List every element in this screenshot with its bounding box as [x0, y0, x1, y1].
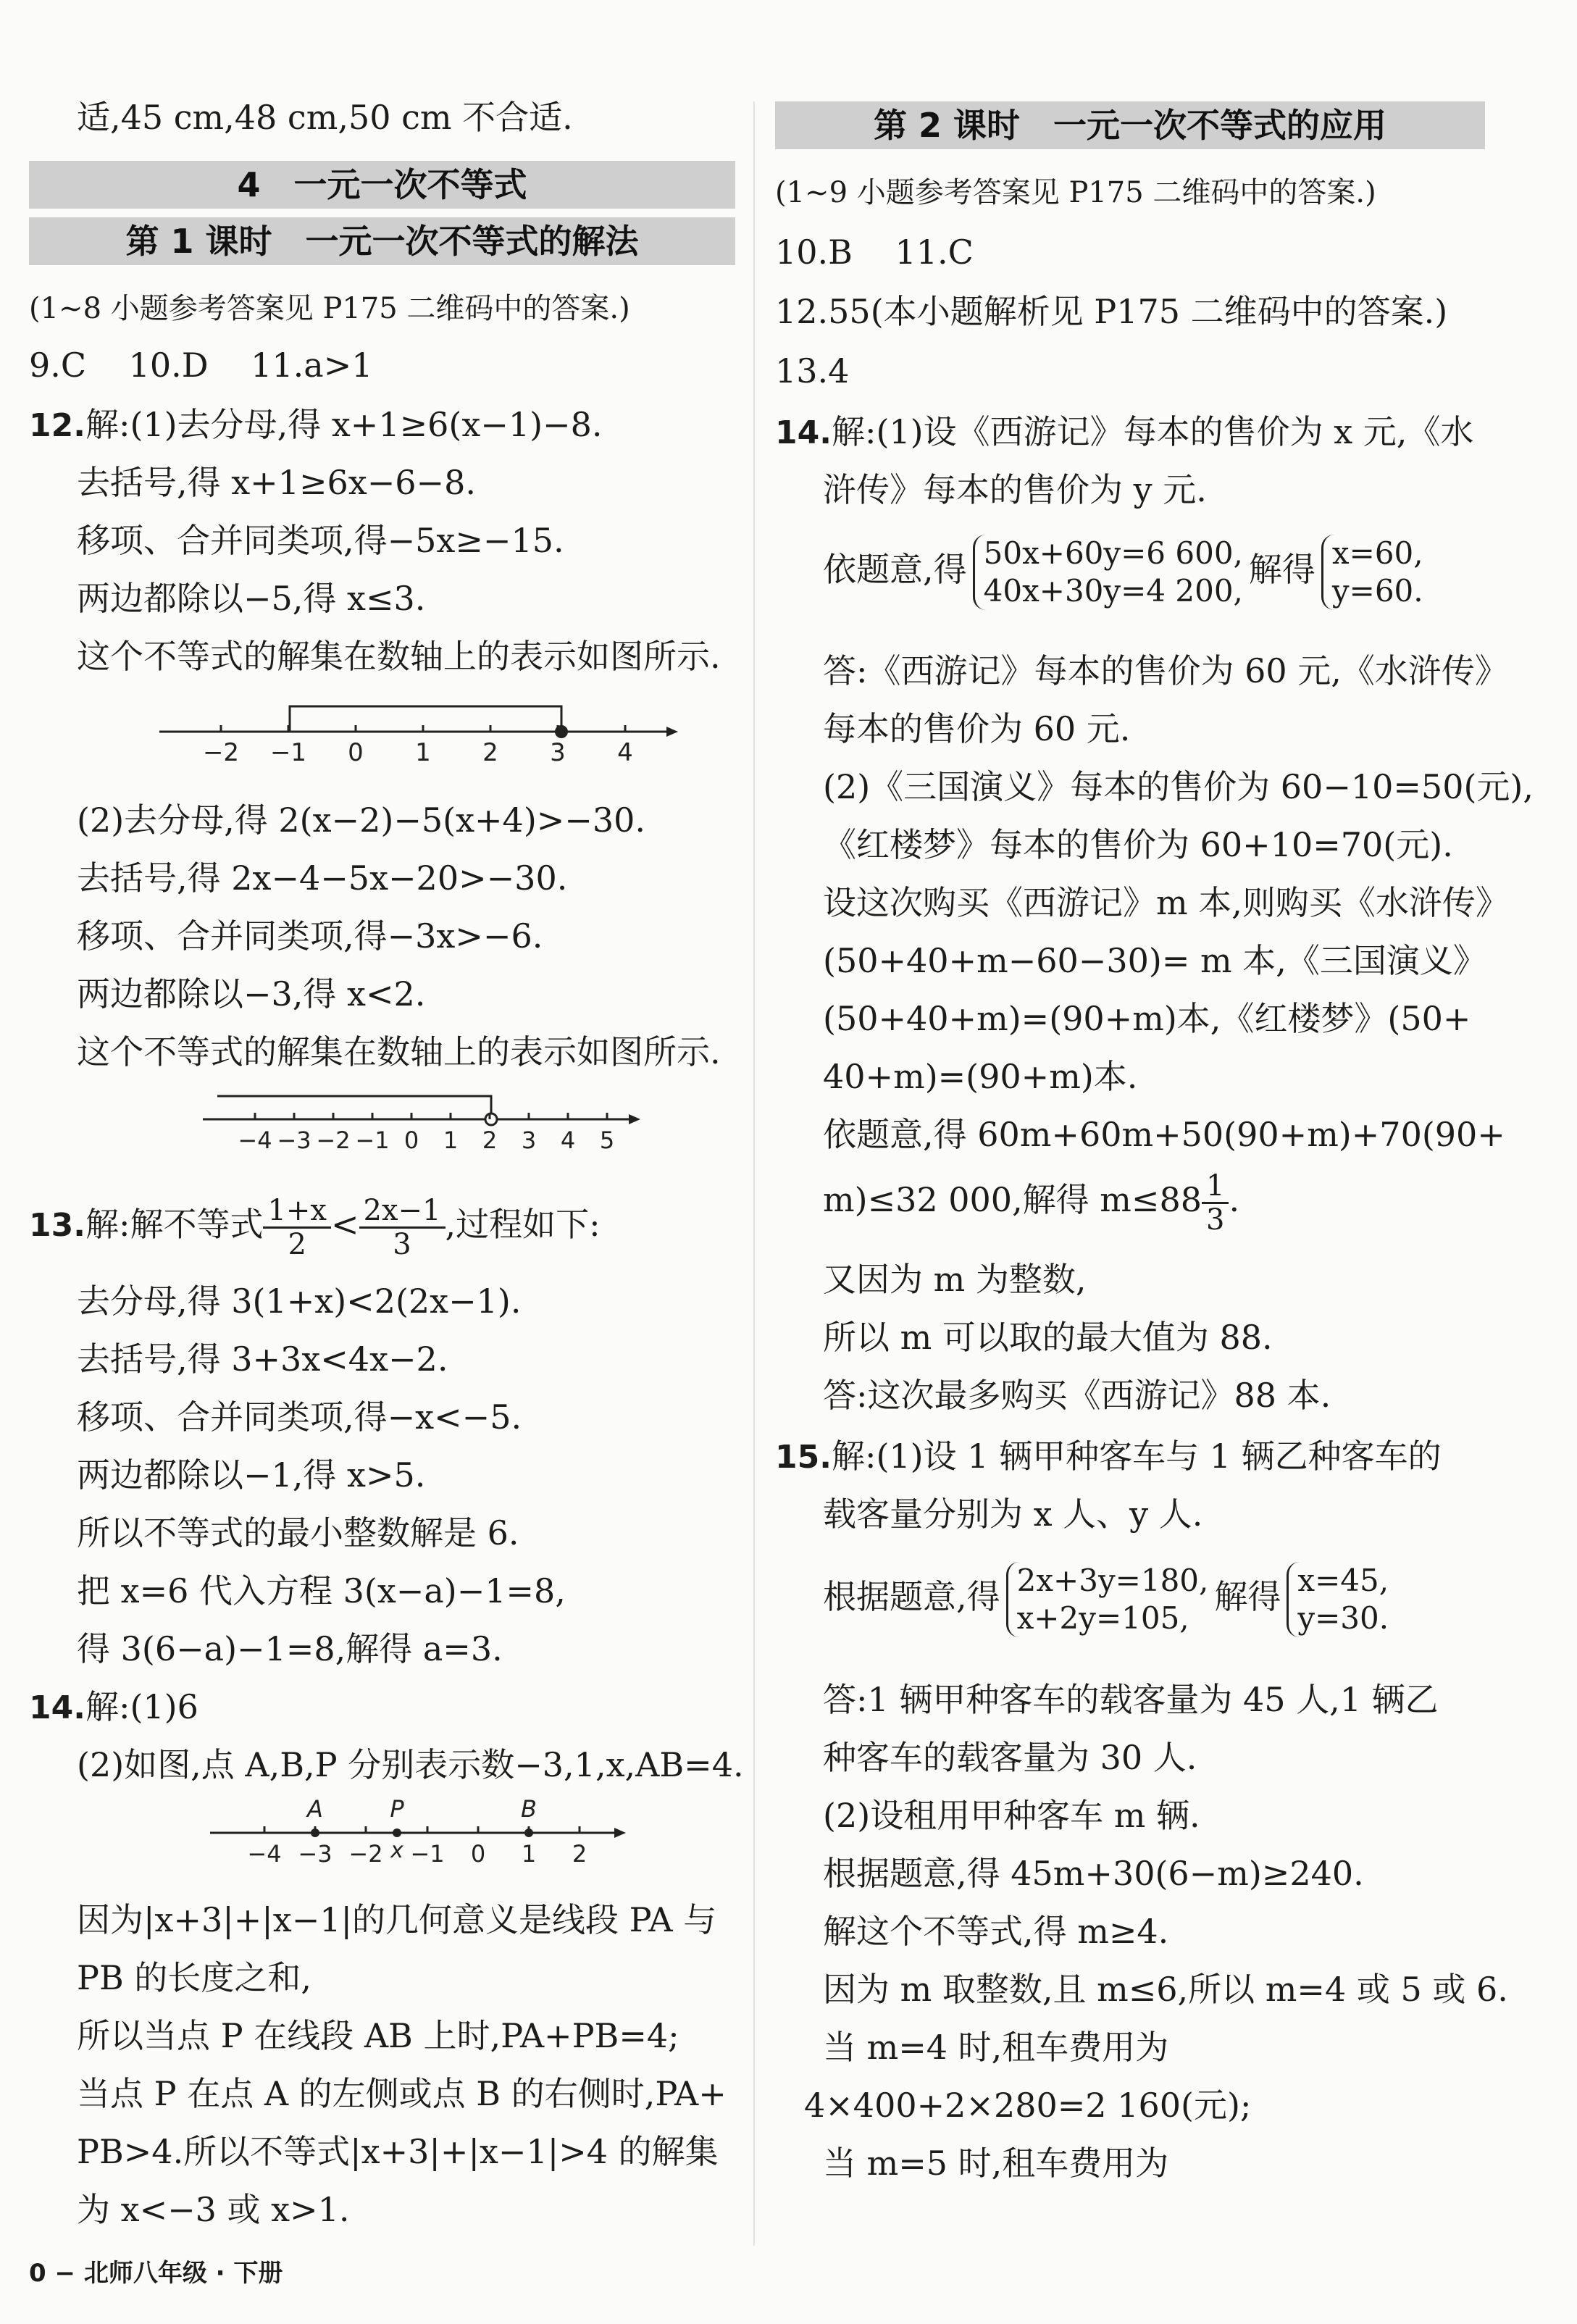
answer-10-right: 10.B: [775, 233, 853, 272]
answer-11-right: 11.C: [895, 233, 974, 272]
answer-11: 11.a>1: [251, 346, 373, 385]
q13-lt: <: [330, 1205, 359, 1244]
axis2-tick-8-label: 4: [560, 1127, 576, 1154]
q15-system-line: [775, 1553, 1394, 1640]
axis1-tick-4-label: 2: [482, 738, 498, 767]
q15-line-11: 当 m=5 时,租车费用为: [823, 2144, 1169, 2183]
number-line-3: [210, 1791, 630, 1871]
q15-sys2-a: x=45,: [1297, 1563, 1389, 1598]
q15-sys-mid: 解得: [1214, 1577, 1281, 1616]
axis3-tick-5-label: 0: [470, 1840, 486, 1868]
axis3-tick-0-label: −4: [247, 1840, 282, 1868]
q14r-line-15: 答:这次最多购买《西游记》88 本.: [823, 1376, 1331, 1415]
answers-9-11: [29, 343, 373, 387]
q14r-line-6: 《红楼梦》每本的售价为 60+10=70(元).: [823, 825, 1453, 864]
q14-line-4: PB 的长度之和,: [77, 1958, 311, 1997]
axis2-tick-6-label: 2: [482, 1127, 498, 1154]
q14r-fraction: [1202, 1170, 1229, 1236]
q13-fraction-1: [263, 1195, 331, 1261]
q15-line-3: 答:1 辆甲种客车的载客量为 45 人,1 辆乙: [823, 1680, 1439, 1719]
q15-sys2-b: y=30.: [1297, 1600, 1389, 1636]
q14r-line-12: [775, 1163, 1239, 1236]
q14-line-6: 当点 P 在点 A 的左侧或点 B 的右侧时,PA+: [77, 2074, 727, 2113]
point-P-dot: [393, 1828, 401, 1837]
q13-text-pre: 解:解不等式: [85, 1205, 264, 1244]
q14r-sys-pre: 依题意,得: [823, 550, 967, 589]
q15-line-1: [775, 1434, 1442, 1479]
q12-line-4: 两边都除以−5,得 x≤3.: [77, 579, 426, 618]
q13-fraction-2: [359, 1195, 446, 1261]
q14r-line-3: 答:《西游记》每本的售价为 60 元,《水浒传》: [823, 651, 1508, 690]
q15-line-6: 根据题意,得 45m+30(6−m)≥240.: [823, 1854, 1364, 1893]
axis1-tick-2-label: 0: [348, 738, 364, 767]
q15-system-2: [1287, 1562, 1389, 1637]
axis2-tick-3-label: −1: [355, 1127, 390, 1154]
q14r-line-2: 浒传》每本的售价为 y 元.: [823, 470, 1207, 509]
axis1-tick-1-label: −1: [269, 738, 307, 767]
q15-system-1: [1006, 1562, 1209, 1637]
q14r-line-10: 40+m)=(90+m)本.: [823, 1057, 1138, 1096]
q14-line-7: PB>4.所以不等式|x+3|+|x−1|>4 的解集: [77, 2132, 719, 2171]
q15-line-10: 4×400+2×280=2 160(元);: [804, 2086, 1252, 2125]
q15-text-1: 解:(1)设 1 辆甲种客车与 1 辆乙种客车的: [831, 1437, 1442, 1476]
q14r-label: 14.: [775, 414, 832, 451]
axis2-tick-9-label: 5: [599, 1127, 615, 1154]
q14r-line-5: (2)《三国演义》每本的售价为 60−10=50(元),: [823, 767, 1534, 806]
axis1-tick-6-label: 4: [617, 738, 633, 767]
q15-line-4: 种客车的载客量为 30 人.: [823, 1738, 1197, 1777]
q12-line-2: 去括号,得 x+1≥6x−6−8.: [77, 463, 476, 502]
axis1-tick-5-label: 3: [550, 738, 566, 767]
point-A-label: A: [307, 1795, 323, 1823]
q12-line-1: [29, 403, 603, 448]
q14r-text-12-end: .: [1229, 1180, 1240, 1219]
q15-label: 15.: [775, 1439, 832, 1476]
q14r-sys1-a: 50x+60y=6 600,: [983, 535, 1243, 571]
q13-text-post: ,过程如下:: [445, 1205, 601, 1244]
q13-line-2: 去分母,得 3(1+x)<2(2x−1).: [77, 1282, 522, 1321]
q13-line-4: 移项、合并同类项,得−x<−5.: [77, 1397, 522, 1437]
q14r-sys-mid: 解得: [1248, 550, 1315, 589]
axis1-tick-3-label: 1: [415, 738, 431, 767]
q12-line-3: 移项、合并同类项,得−5x≥−15.: [77, 521, 564, 560]
q12-text-1: 解:(1)去分母,得 x+1≥6(x−1)−8.: [85, 405, 603, 444]
q13-f1-bot: 2: [288, 1227, 306, 1261]
q13-line-1: [29, 1188, 601, 1262]
q13-line-3: 去括号,得 3+3x<4x−2.: [77, 1339, 448, 1379]
q14r-line-14: 所以 m 可以取的最大值为 88.: [823, 1318, 1273, 1357]
q14r-system-1: [973, 535, 1243, 610]
point-B-label: B: [521, 1795, 537, 1823]
q14r-text-1: 解:(1)设《西游记》每本的售价为 x 元,《水: [831, 412, 1474, 451]
q15-line-8: 因为 m 取整数,且 m≤6,所以 m=4 或 5 或 6.: [823, 1970, 1508, 2009]
q12-line-9: 两边都除以−3,得 x<2.: [77, 974, 426, 1013]
q14-line-5: 所以当点 P 在线段 AB 上时,PA+PB=4;: [77, 2016, 679, 2055]
q12-line-5: 这个不等式的解集在数轴上的表示如图所示.: [77, 637, 721, 676]
point-B-dot: [524, 1828, 533, 1837]
axis2-tick-2-label: −2: [316, 1127, 351, 1154]
q13-line-5: 两边都除以−1,得 x>5.: [77, 1455, 426, 1495]
axis2-tick-5-label: 1: [443, 1127, 459, 1154]
point-P-label: P: [390, 1795, 404, 1823]
q14-line-1: [29, 1685, 198, 1730]
q13-line-7: 把 x=6 代入方程 3(x−a)−1=8,: [77, 1571, 566, 1610]
q14r-line-4: 每本的售价为 60 元.: [823, 709, 1131, 748]
q14r-frac-top: 1: [1202, 1170, 1229, 1204]
q12-line-8: 移项、合并同类项,得−3x>−6.: [77, 916, 543, 956]
q14-line-2: (2)如图,点 A,B,P 分别表示数−3,1,x,AB=4.: [77, 1745, 744, 1784]
q14r-frac-bot: 3: [1206, 1203, 1225, 1237]
axis3-x-label: x: [390, 1838, 403, 1863]
q12-line-6: (2)去分母,得 2(x−2)−5(x+4)>−30.: [77, 801, 646, 840]
q15-sys1-b: x+2y=105,: [1016, 1600, 1189, 1636]
answer-13-right: 13.4: [775, 351, 850, 390]
q15-sys1-a: 2x+3y=180,: [1016, 1563, 1209, 1598]
q14r-line-7: 设这次购买《西游记》m 本,则购买《水浒传》: [823, 883, 1509, 922]
axis3-tick-6-label: 1: [521, 1840, 537, 1868]
answer-12-right: 12.55(本小题解析见 P175 二维码中的答案.): [775, 292, 1448, 331]
q13-f2-bot: 3: [393, 1227, 411, 1261]
q15-line-2: 载客量分别为 x 人、y 人.: [823, 1495, 1203, 1534]
axis3-tick-1-label: −3: [298, 1840, 332, 1868]
page-footer: 0 − 北师八年级 · 下册: [29, 2259, 283, 2288]
q12-line-10: 这个不等式的解集在数轴上的表示如图所示.: [77, 1032, 721, 1071]
answer-note-2: (1~9 小题参考答案见 P175 二维码中的答案.): [775, 176, 1376, 209]
q14r-line-1: [775, 410, 1473, 455]
q14r-line-11: 依题意,得 60m+60m+50(90+m)+70(90+: [823, 1115, 1505, 1154]
q15-line-7: 解这个不等式,得 m≥4.: [823, 1912, 1169, 1951]
q14r-sys1-b: 40x+30y=4 200,: [983, 573, 1243, 609]
q14-line-8: 为 x<−3 或 x>1.: [77, 2190, 350, 2229]
q14-line-3: 因为|x+3|+|x−1|的几何意义是线段 PA 与: [77, 1900, 717, 1939]
axis1-tick-0-label: −2: [202, 738, 240, 767]
axis3-tick-7-label: 2: [572, 1840, 587, 1868]
axis2-tick-7-label: 3: [521, 1127, 537, 1154]
answer-10: 10.D: [128, 346, 209, 385]
lesson-title-2: 第 2 课时 一元一次不等式的应用: [775, 101, 1485, 149]
q13-line-8: 得 3(6−a)−1=8,解得 a=3.: [77, 1629, 503, 1668]
q15-line-5: (2)设租用甲种客车 m 辆.: [823, 1796, 1200, 1835]
q14r-line-8: (50+40+m−60−30)= m 本,《三国演义》: [823, 941, 1486, 980]
number-line-2: [203, 1083, 652, 1163]
q14-text-1: 解:(1)6: [85, 1687, 198, 1726]
q15-sys-pre: 根据题意,得: [823, 1577, 1000, 1616]
axis2-tick-1-label: −3: [277, 1127, 311, 1154]
column-divider: [753, 101, 755, 2246]
point-A-dot: [311, 1828, 319, 1837]
continued-line: 适,45 cm,48 cm,50 cm 不合适.: [77, 98, 573, 137]
answers-10-11: [775, 230, 974, 274]
q13-f2-top: 2x−1: [359, 1195, 446, 1229]
q13-label: 13.: [29, 1207, 85, 1244]
axis3-tick-4-label: −1: [410, 1840, 445, 1868]
q14r-system-line: [775, 526, 1429, 613]
q14r-system-2: [1321, 535, 1423, 610]
q14r-sys2-a: x=60,: [1331, 535, 1423, 571]
number-line-1: [159, 692, 681, 786]
axis3-tick-2-label: −2: [348, 1840, 383, 1868]
lesson-title: 第 1 课时 一元一次不等式的解法: [29, 217, 735, 265]
q14r-line-13: 又因为 m 为整数,: [823, 1260, 1087, 1299]
q13-f1-top: 1+x: [263, 1195, 331, 1229]
axis2-tick-0-label: −4: [238, 1127, 272, 1154]
q12-label: 12.: [29, 407, 85, 444]
q14r-sys2-b: y=60.: [1331, 573, 1423, 609]
section-title: 4 一元一次不等式: [29, 161, 735, 209]
q15-line-9: 当 m=4 时,租车费用为: [823, 2028, 1169, 2067]
q14-label: 14.: [29, 1689, 85, 1726]
q12-line-7: 去括号,得 2x−4−5x−20>−30.: [77, 858, 568, 898]
q13-line-6: 所以不等式的最小整数解是 6.: [77, 1513, 519, 1552]
q14r-line-9: (50+40+m)=(90+m)本,《红楼梦》(50+: [823, 999, 1471, 1038]
answer-note: (1~8 小题参考答案见 P175 二维码中的答案.): [29, 292, 630, 325]
q14r-text-12: m)≤32 000,解得 m≤88: [823, 1180, 1202, 1219]
answer-9: 9.C: [29, 346, 87, 385]
axis2-tick-4-label: 0: [403, 1127, 419, 1154]
